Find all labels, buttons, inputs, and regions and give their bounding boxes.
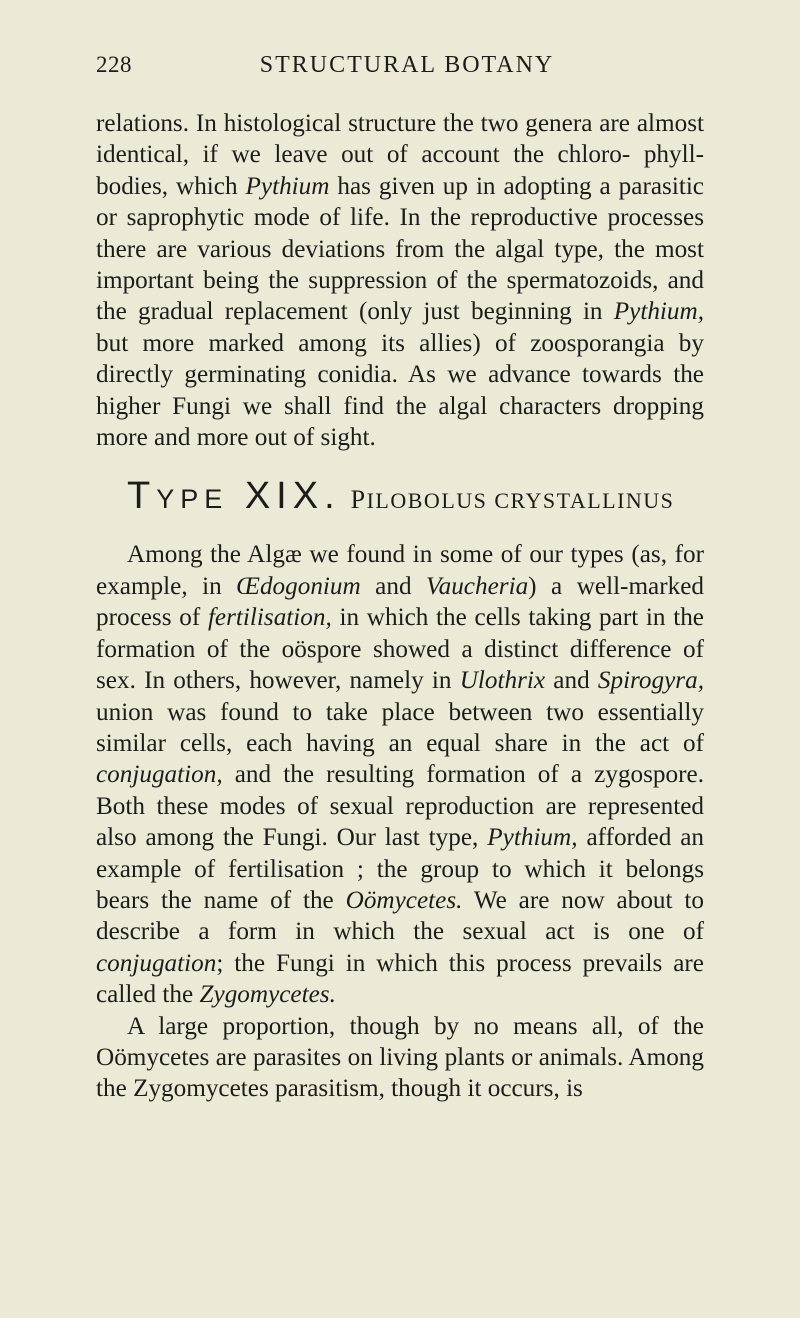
type-numeral-part: I xyxy=(276,475,293,518)
text-run: in which the cells taking part in the formation of the oöspore showed a distinct difference of sex. In others, however, namely in xyxy=(96,604,704,695)
text-run: Among the Algæ we found in some of our types (as, for example, in xyxy=(96,541,704,600)
italic-group: Oömycetes. xyxy=(345,886,463,914)
paragraph-continuation xyxy=(96,108,704,453)
italic-genus: Œdogonium xyxy=(236,572,361,600)
text-run: ; the Fungi in which this process prevails are called the xyxy=(96,949,704,1009)
section-heading xyxy=(127,476,704,521)
type-numeral-part: X xyxy=(244,475,277,518)
type-label-rest: YPE xyxy=(156,484,229,515)
paragraph xyxy=(96,539,704,1010)
type-label-initial: T xyxy=(127,475,157,518)
italic-genus: Ulothrix xyxy=(459,667,546,695)
running-title: STRUCTURAL BOTANY xyxy=(259,52,555,78)
type-label xyxy=(127,475,341,517)
paragraph xyxy=(96,1011,704,1105)
italic-term: fertilisation, xyxy=(207,604,332,632)
text-run: union was found to take place between two essentially similar cells, each having an equal share in the act of xyxy=(96,698,704,757)
text-run: and the resulting formation of a zygospore. Both these modes of sexual reproduction are represented also among the Fungi. Our last type, xyxy=(96,761,704,852)
italic-group: Zygomycetes. xyxy=(199,981,336,1009)
italic-genus: Vaucheria xyxy=(426,572,529,600)
page-header xyxy=(96,50,704,90)
text-run: afforded an example of fertilisation ; the group to which it belongs bears the name of the xyxy=(96,824,705,914)
species-name-initial: P xyxy=(350,485,367,515)
italic-genus: Pythium xyxy=(245,172,330,200)
body-text xyxy=(96,108,704,1105)
text-run: A large proportion, though by no means all, of the Oömycetes are parasites on living plants or animals. Among the Zygomycetes parasitism, though it occurs, is xyxy=(96,1012,704,1103)
text-run: ) a well-marked process of xyxy=(96,572,704,632)
italic-term: conjugation xyxy=(96,949,217,977)
text-run: and xyxy=(360,572,427,600)
text-run: and xyxy=(545,667,598,695)
text-run: relations. In histological structure the two genera are almost identical, if we leave out of account the chloro- phyll-bodies, which xyxy=(96,110,704,200)
species-name-rest: ILOBOLUS CRYSTALLINUS xyxy=(366,488,675,514)
italic-genus: Spirogyra, xyxy=(597,667,704,695)
page-number: 228 xyxy=(96,52,132,77)
text-run: has given up in adopting a parasitic or saprophytic mode of life. In the reproductive processes there are various deviations from the algal type, the most important being the suppression of the spermatozoids, and the gradual replacement (only just beginning in xyxy=(96,172,704,326)
italic-genus: Pythium, xyxy=(487,824,578,852)
text-run: but more marked among its allies) of zoosporangia by directly germinating conidia. As we advance towards the higher Fungi we shall find the algal characters dropping more and more out of sight. xyxy=(96,329,704,452)
type-numeral-part: X. xyxy=(292,475,341,518)
italic-genus: Pythium, xyxy=(613,298,704,326)
text-run: We are now about to describe a form in which the sexual act is one of xyxy=(96,886,704,946)
italic-term: conjugation, xyxy=(96,761,223,789)
species-name xyxy=(350,485,675,515)
